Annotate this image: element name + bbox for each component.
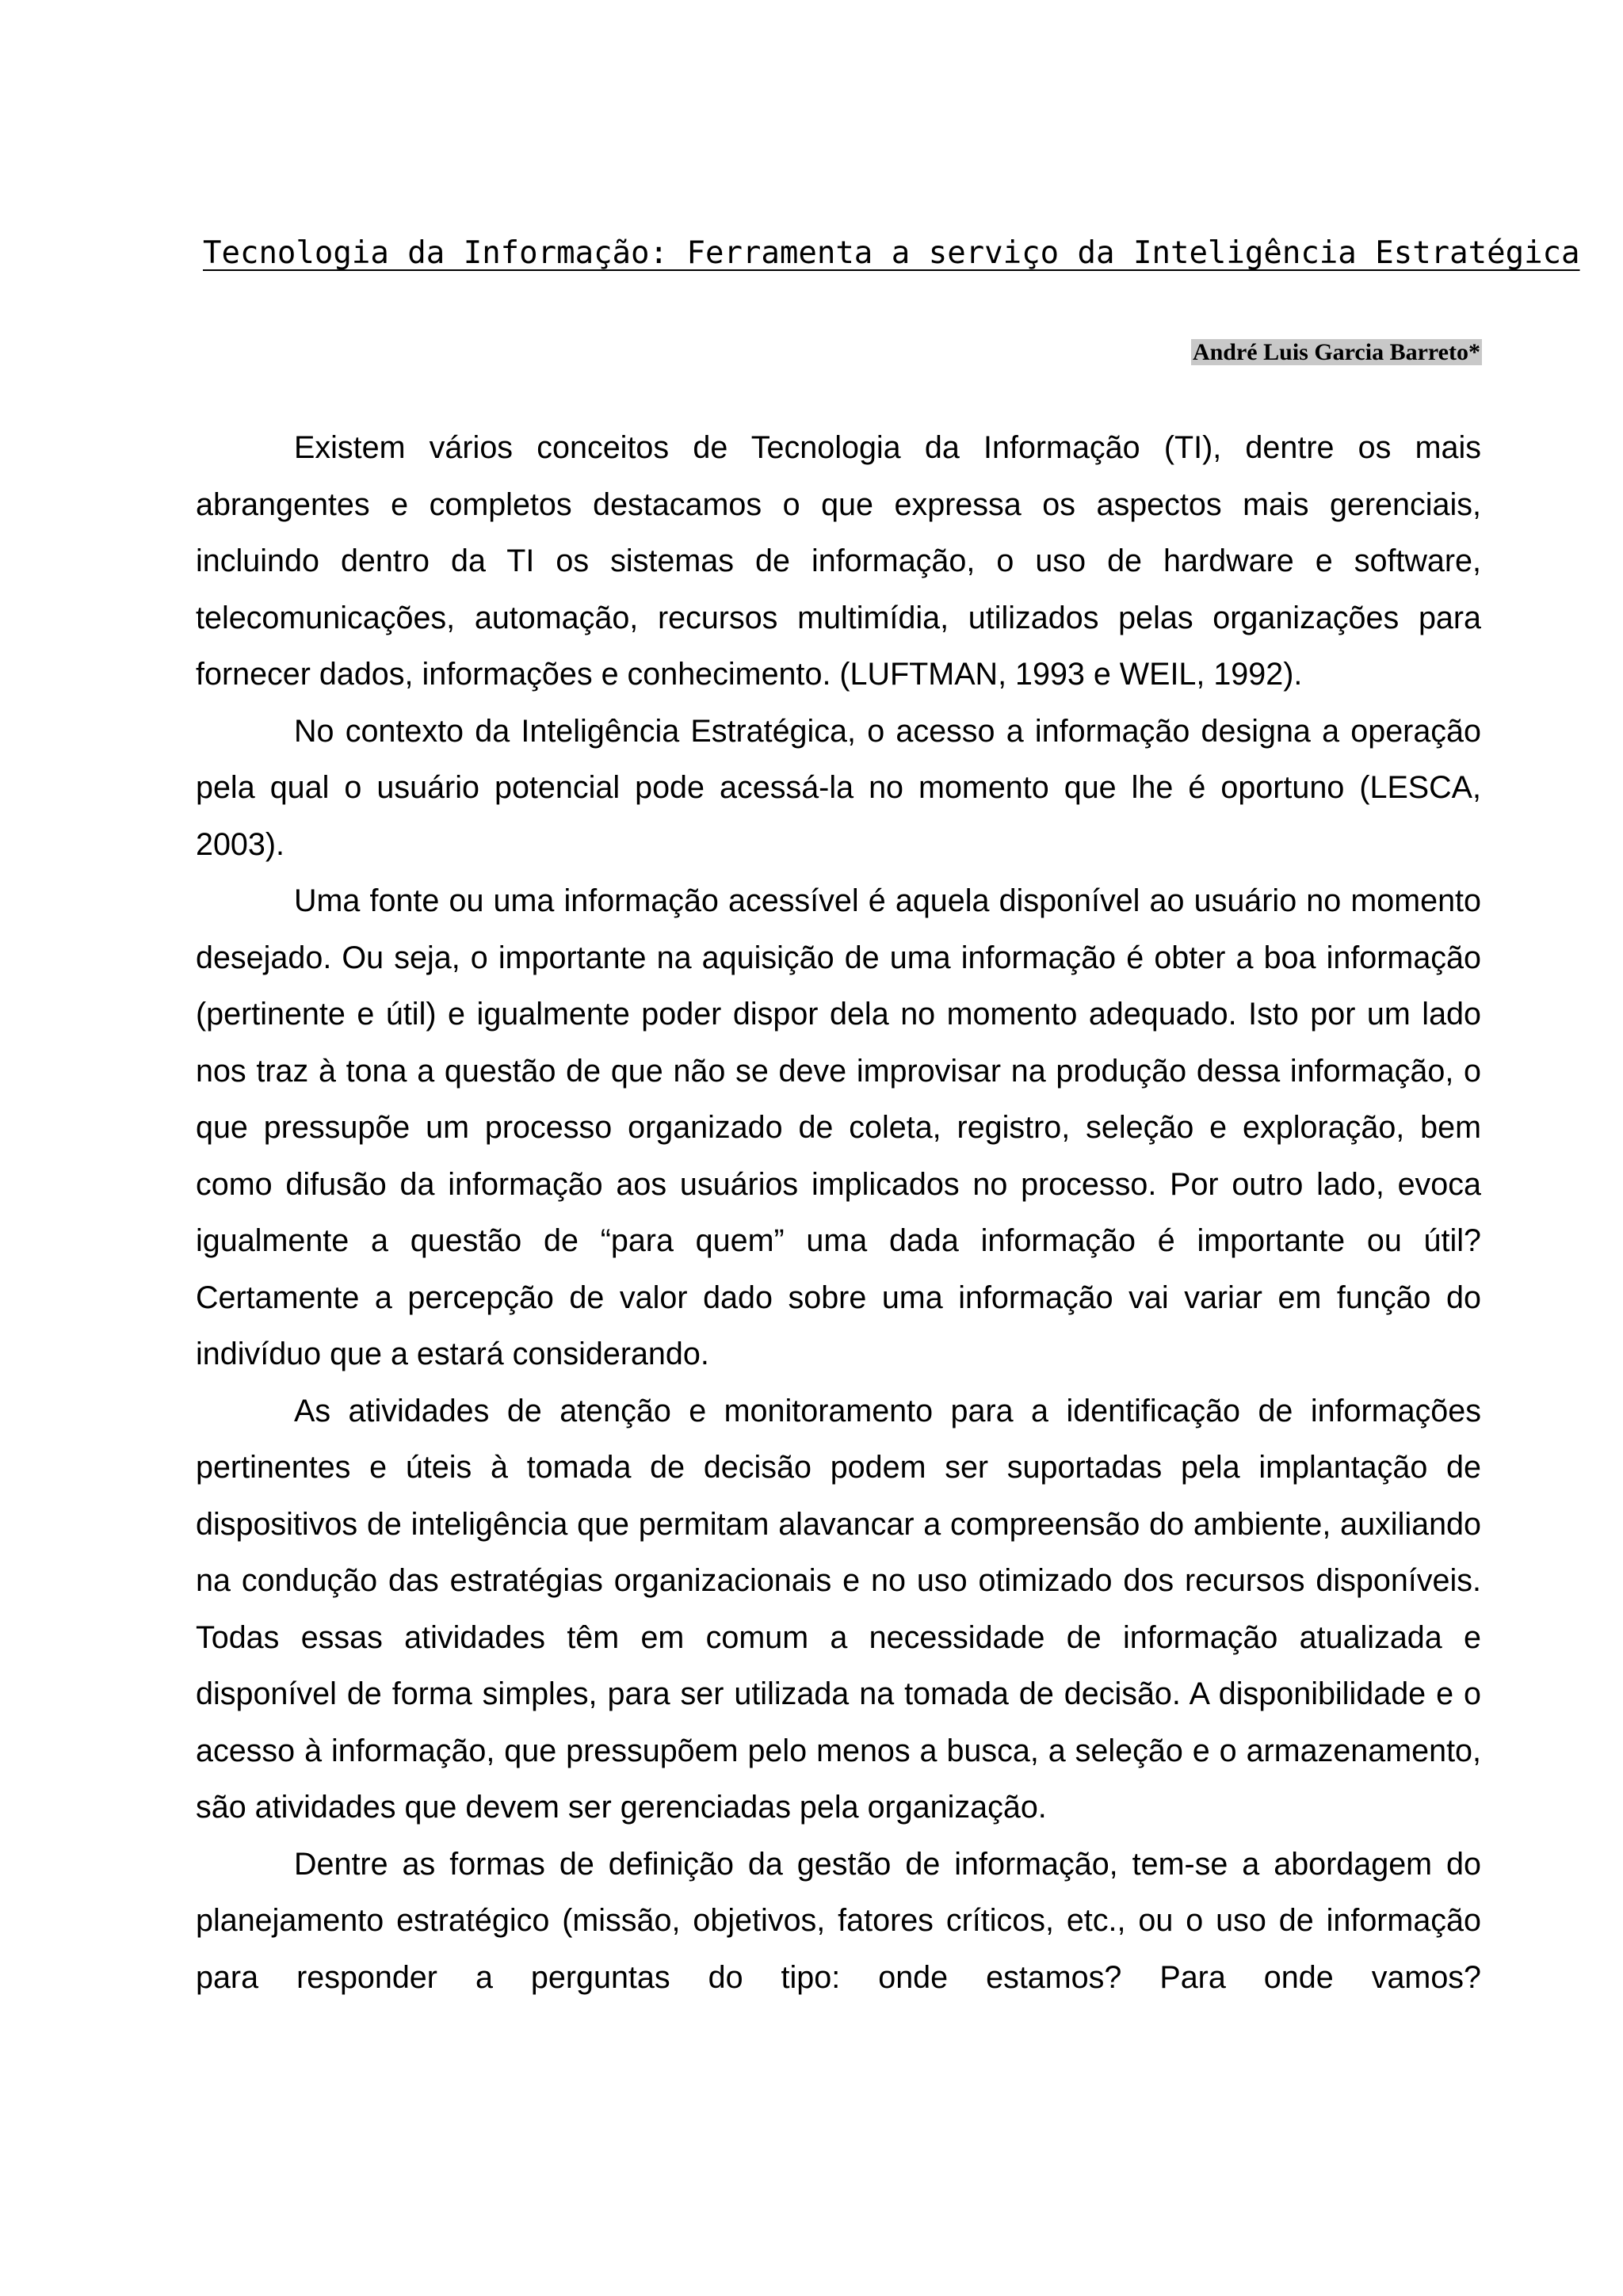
paragraph: As atividades de atenção e monitoramento para a identificação de informações pertinentes e úteis à tomada de decisão podem ser suportadas pela implantação de dispositivos de inteligência que permitam alavancar a compreensão do ambiente, auxiliando na condução das estratégias organizacionais e no uso otimizado dos recursos disponíveis. Todas essas atividades têm em comum a necessidade de informação atualizada e disponível de forma simples, para ser utilizada na tomada de decisão. A disponibilidade e o acesso à informação, que pressupõem pelo menos a busca, a seleção e o armazenamento, são atividades que devem ser gerenciadas pela organização. bbox=[196, 1393, 1481, 1825]
author-name: André Luis Garcia Barreto* bbox=[1192, 339, 1480, 365]
paragraph: Dentre as formas de definição da gestão de informação, tem-se a abordagem do planejamento estratégico (missão, objetivos, fatores críticos, etc., ou o uso de informação para responder a perguntas do tipo: onde estamos? Para onde vamos? bbox=[196, 1846, 1481, 1995]
paragraph: Existem vários conceitos de Tecnologia da Informação (TI), dentre os mais abrangentes e completos destacamos o que expressa os aspectos mais gerenciais, incluindo dentro da TI os sistemas de informação, o uso de hardware e software, telecomunicações, automação, recursos multimídia, utilizados pelas organizações para fornecer dados, informações e conhecimento. (LUFTMAN, 1993 e WEIL, 1992). bbox=[196, 430, 1481, 692]
author-line bbox=[1191, 336, 1482, 369]
document-body bbox=[196, 420, 1481, 2006]
paragraph: Uma fonte ou uma informação acessível é aquela disponível ao usuário no momento desejado. Ou seja, o importante na aquisição de uma informação é obter a boa informação (pertinente e útil) e igualmente poder dispor dela no momento adequado. Isto por um lado nos traz à tona a questão de que não se deve improvisar na produção dessa informação, o que pressupõe um processo organizado de coleta, registro, seleção e exploração, bem como difusão da informação aos usuários implicados no processo. Por outro lado, evoca igualmente a questão de “para quem” uma dada informação é importante ou útil? Certamente a percepção de valor dado sobre uma informação vai variar em função do indivíduo que a estará considerando. bbox=[196, 883, 1481, 1371]
document-title: Tecnologia da Informação: Ferramenta a serviço da Inteligência Estratégica bbox=[203, 235, 1580, 271]
paragraph: No contexto da Inteligência Estratégica, o acesso a informação designa a operação pela qual o usuário potencial pode acessá-la no momento que lhe é oportuno (LESCA, 2003). bbox=[196, 713, 1481, 862]
